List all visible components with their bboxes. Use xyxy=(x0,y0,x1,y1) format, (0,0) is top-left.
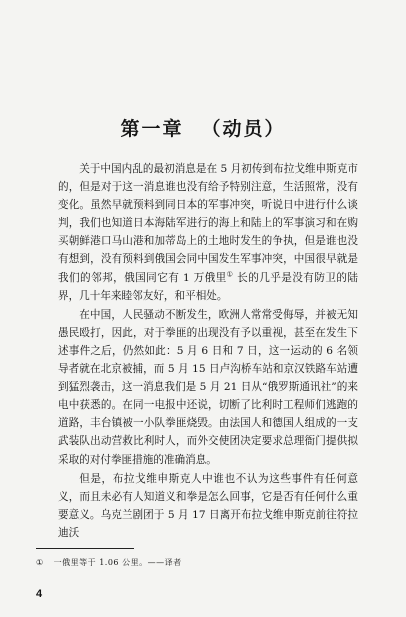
footnote-text: 一俄里等于 1.06 公里。——译者 xyxy=(53,558,182,567)
footnote-divider xyxy=(36,548,134,549)
chapter-subtitle: （动员） xyxy=(201,118,286,140)
chapter-heading xyxy=(0,114,406,141)
paragraph-3: 但是，布拉戈维申斯克人中谁也不认为这些事件有任何意义，而且未必有人知道义和拳是怎么回事，它是否有任何什么重要意义。乌克兰剧团于 5 月 17 日离开布拉戈维申斯克前往符拉迪沃 xyxy=(58,472,358,539)
chapter-title: 第一章 xyxy=(120,118,184,140)
footnote-mark: ① xyxy=(36,558,44,567)
paragraph-1 xyxy=(58,160,358,305)
paragraph-1-text-continued: 长的几乎是没有防卫的陆界，几十年来睦邻友好，和平相处。 xyxy=(58,271,358,302)
paragraph-1-text: 关于中国内乱的最初消息是在 5 月初传到布拉戈维申斯克市的，但是对于这一消息谁也没有给予特别注意，生活照常，没有变化。虽然早就预料到同日本的军事冲突，听说日中进行什么谈判，我们也知道日本海陆军进行的海上和陆上的军事演习和在购买朝鲜港口马山港和加蒂岛上的土地时发生的争执，但是谁也没有想到，没有预料到俄国会同中国发生军事冲突，中国很早就是我们的邻邦，俄国同它有 1 万俄里 xyxy=(58,163,358,284)
body-text xyxy=(58,160,358,542)
page-number: 4 xyxy=(36,588,43,600)
paragraph-2: 在中国，人民骚动不断发生，欧洲人常常受侮辱，并被无知愚民殴打，因此，对于拳匪的出现没有予以重视，甚至在发生下述事件之后，仍然如此：5 月 6 日和 7 日，这一运动的 6 名领导者就在北京被捕，而 5 月 15 日卢沟桥车站和京汉铁路车站遭到猛烈袭击，这一消息我们是 5 月 21 日从“俄罗斯通讯社”的来电中获悉的。在同一电报中还说，切断了比利时工程师们逃跑的道路，丰台镇被一小队拳匪烧毁。由法国人和德国人组成的一支武装队出动营救比利时人，而外交使团决定要求总理衙门提供拟采取的对付拳匪措施的准确消息。 xyxy=(58,308,358,466)
footnote xyxy=(36,557,182,568)
footnote-reference: ① xyxy=(226,270,234,279)
